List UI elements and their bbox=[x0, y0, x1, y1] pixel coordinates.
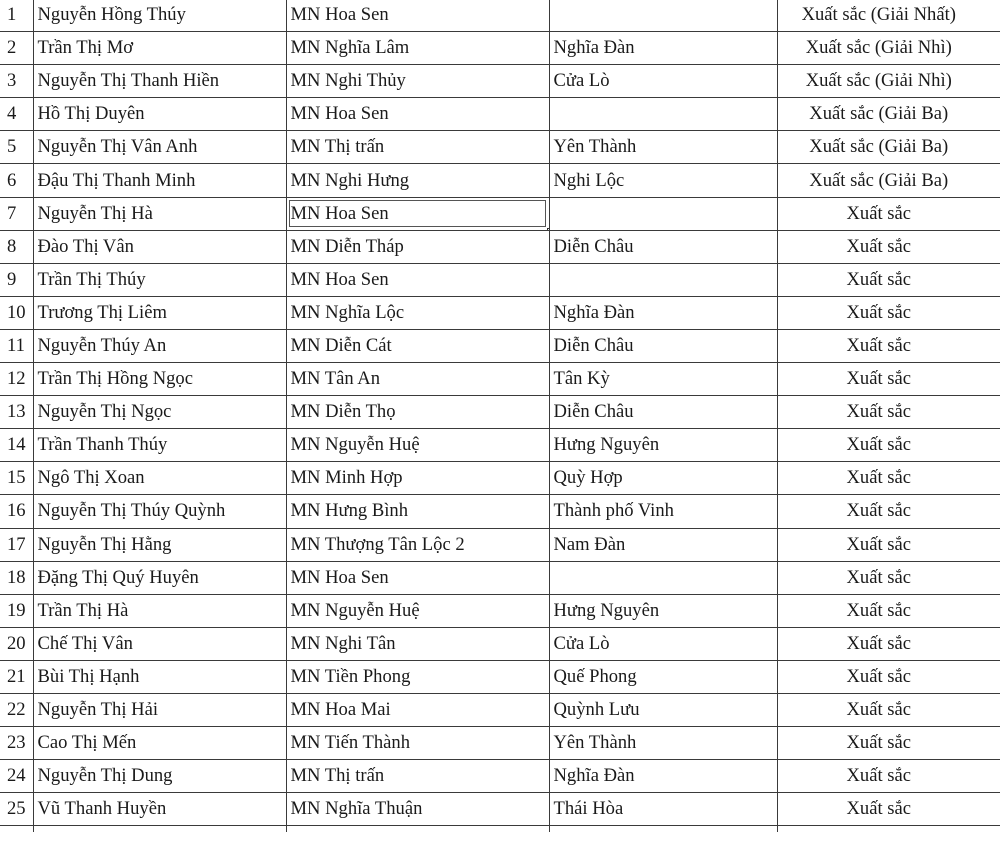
table-row-partial bbox=[0, 826, 1000, 833]
empty-cell bbox=[549, 826, 777, 833]
full-name-cell[interactable]: Nguyễn Thị Hằng bbox=[33, 528, 286, 561]
ranking-cell[interactable]: Xuất sắc bbox=[777, 660, 1000, 693]
school-cell[interactable]: MN Thượng Tân Lộc 2 bbox=[286, 528, 549, 561]
full-name-cell[interactable]: Nguyễn Thúy An bbox=[33, 329, 286, 362]
ranking-cell[interactable]: Xuất sắc bbox=[777, 693, 1000, 726]
school-cell[interactable]: MN Thị trấn bbox=[286, 760, 549, 793]
empty-cell bbox=[33, 826, 286, 833]
row-number[interactable]: 10 bbox=[0, 296, 33, 329]
table-row bbox=[0, 528, 1000, 561]
table-row bbox=[0, 363, 1000, 396]
full-name-cell[interactable]: Trần Thị Hồng Ngọc bbox=[33, 363, 286, 396]
row-number[interactable]: 21 bbox=[0, 660, 33, 693]
school-cell[interactable]: MN Diễn Thọ bbox=[286, 396, 549, 429]
district-cell[interactable]: Nam Đàn bbox=[549, 528, 777, 561]
table-row bbox=[0, 429, 1000, 462]
table-row bbox=[0, 0, 1000, 32]
table-row bbox=[0, 32, 1000, 65]
table-row bbox=[0, 98, 1000, 131]
school-cell[interactable]: MN Thị trấn bbox=[286, 131, 549, 164]
school-cell[interactable]: MN Tiến Thành bbox=[286, 727, 549, 760]
table-row bbox=[0, 693, 1000, 726]
full-name-cell[interactable]: Nguyễn Hồng Thúy bbox=[33, 0, 286, 32]
district-cell[interactable] bbox=[549, 0, 777, 32]
school-cell[interactable]: MN Nghi Tân bbox=[286, 627, 549, 660]
row-number[interactable]: 12 bbox=[0, 363, 33, 396]
ranking-cell[interactable]: Xuất sắc bbox=[777, 396, 1000, 429]
school-cell[interactable]: MN Nghi Hưng bbox=[286, 164, 549, 197]
full-name-cell[interactable]: Đặng Thị Quý Huyên bbox=[33, 561, 286, 594]
empty-cell bbox=[0, 826, 33, 833]
district-cell[interactable]: Cửa Lò bbox=[549, 65, 777, 98]
full-name-cell[interactable]: Ngô Thị Xoan bbox=[33, 462, 286, 495]
full-name-cell[interactable]: Nguyễn Thị Dung bbox=[33, 760, 286, 793]
row-number[interactable]: 8 bbox=[0, 230, 33, 263]
district-cell[interactable]: Hưng Nguyên bbox=[549, 594, 777, 627]
school-cell[interactable]: MN Nghĩa Lâm bbox=[286, 32, 549, 65]
table-row bbox=[0, 164, 1000, 197]
district-cell[interactable]: Cửa Lò bbox=[549, 627, 777, 660]
school-cell[interactable]: MN Nguyễn Huệ bbox=[286, 429, 549, 462]
ranking-cell[interactable]: Xuất sắc bbox=[777, 760, 1000, 793]
district-cell[interactable]: Quỳ Hợp bbox=[549, 462, 777, 495]
row-number[interactable]: 17 bbox=[0, 528, 33, 561]
row-number[interactable]: 15 bbox=[0, 462, 33, 495]
district-cell[interactable]: Hưng Nguyên bbox=[549, 429, 777, 462]
row-number[interactable]: 23 bbox=[0, 727, 33, 760]
ranking-cell[interactable]: Xuất sắc (Giải Nhất) bbox=[777, 0, 1000, 32]
ranking-cell[interactable]: Xuất sắc bbox=[777, 296, 1000, 329]
row-number[interactable]: 4 bbox=[0, 98, 33, 131]
school-cell[interactable]: MN Hoa Sen bbox=[286, 0, 549, 32]
table-row bbox=[0, 561, 1000, 594]
row-number[interactable]: 16 bbox=[0, 495, 33, 528]
ranking-cell[interactable]: Xuất sắc (Giải Ba) bbox=[777, 131, 1000, 164]
row-number[interactable]: 24 bbox=[0, 760, 33, 793]
row-number[interactable]: 2 bbox=[0, 32, 33, 65]
ranking-cell[interactable]: Xuất sắc bbox=[777, 462, 1000, 495]
full-name-cell[interactable]: Nguyễn Thị Thanh Hiền bbox=[33, 65, 286, 98]
ranking-cell[interactable]: Xuất sắc bbox=[777, 727, 1000, 760]
table-row bbox=[0, 660, 1000, 693]
full-name-cell[interactable]: Vũ Thanh Huyền bbox=[33, 793, 286, 826]
ranking-cell[interactable]: Xuất sắc (Giải Nhì) bbox=[777, 65, 1000, 98]
ranking-cell[interactable]: Xuất sắc bbox=[777, 561, 1000, 594]
full-name-cell[interactable]: Trương Thị Liêm bbox=[33, 296, 286, 329]
ranking-cell[interactable]: Xuất sắc (Giải Ba) bbox=[777, 98, 1000, 131]
full-name-cell[interactable]: Hồ Thị Duyên bbox=[33, 98, 286, 131]
district-cell[interactable]: Thái Hòa bbox=[549, 793, 777, 826]
table-row bbox=[0, 495, 1000, 528]
row-number[interactable]: 1 bbox=[0, 0, 33, 32]
school-cell[interactable]: MN Hoa Sen bbox=[286, 263, 549, 296]
full-name-cell[interactable]: Nguyễn Thị Vân Anh bbox=[33, 131, 286, 164]
school-cell[interactable]: MN Hoa Sen bbox=[286, 98, 549, 131]
full-name-cell[interactable]: Trần Thị Hà bbox=[33, 594, 286, 627]
school-cell[interactable]: MN Hoa Mai bbox=[286, 693, 549, 726]
ranking-cell[interactable]: Xuất sắc bbox=[777, 197, 1000, 230]
school-cell-selected[interactable]: MN Hoa Sen bbox=[286, 197, 549, 230]
row-number[interactable]: 5 bbox=[0, 131, 33, 164]
ranking-cell[interactable]: Xuất sắc bbox=[777, 594, 1000, 627]
row-number[interactable]: 25 bbox=[0, 793, 33, 826]
district-cell[interactable]: Nghi Lộc bbox=[549, 164, 777, 197]
district-cell[interactable]: Yên Thành bbox=[549, 727, 777, 760]
full-name-cell[interactable]: Cao Thị Mến bbox=[33, 727, 286, 760]
row-number[interactable]: 13 bbox=[0, 396, 33, 429]
table-row bbox=[0, 131, 1000, 164]
full-name-cell[interactable]: Nguyễn Thị Hà bbox=[33, 197, 286, 230]
empty-cell bbox=[286, 826, 549, 833]
district-cell[interactable] bbox=[549, 263, 777, 296]
table-row bbox=[0, 65, 1000, 98]
ranking-cell[interactable]: Xuất sắc bbox=[777, 627, 1000, 660]
school-cell[interactable]: MN Minh Hợp bbox=[286, 462, 549, 495]
full-name-cell[interactable]: Bùi Thị Hạnh bbox=[33, 660, 286, 693]
district-cell[interactable]: Diễn Châu bbox=[549, 230, 777, 263]
district-cell[interactable] bbox=[549, 561, 777, 594]
table-row bbox=[0, 727, 1000, 760]
district-cell[interactable] bbox=[549, 197, 777, 230]
table-row bbox=[0, 793, 1000, 826]
school-cell[interactable]: MN Nguyễn Huệ bbox=[286, 594, 549, 627]
table-row bbox=[0, 197, 1000, 230]
row-number[interactable]: 19 bbox=[0, 594, 33, 627]
row-number[interactable]: 22 bbox=[0, 693, 33, 726]
full-name-cell[interactable]: Trần Thanh Thúy bbox=[33, 429, 286, 462]
table-row bbox=[0, 462, 1000, 495]
ranking-cell[interactable]: Xuất sắc bbox=[777, 429, 1000, 462]
full-name-cell[interactable]: Chế Thị Vân bbox=[33, 627, 286, 660]
row-number[interactable]: 3 bbox=[0, 65, 33, 98]
district-cell[interactable]: Yên Thành bbox=[549, 131, 777, 164]
school-cell[interactable]: MN Nghĩa Lộc bbox=[286, 296, 549, 329]
school-cell[interactable]: MN Nghi Thủy bbox=[286, 65, 549, 98]
ranking-cell[interactable]: Xuất sắc bbox=[777, 230, 1000, 263]
row-number[interactable]: 9 bbox=[0, 263, 33, 296]
full-name-cell[interactable]: Nguyễn Thị Thúy Quỳnh bbox=[33, 495, 286, 528]
full-name-cell[interactable]: Nguyễn Thị Ngọc bbox=[33, 396, 286, 429]
row-number[interactable]: 18 bbox=[0, 561, 33, 594]
ranking-cell[interactable]: Xuất sắc (Giải Ba) bbox=[777, 164, 1000, 197]
row-number[interactable]: 11 bbox=[0, 329, 33, 362]
school-cell[interactable]: MN Nghĩa Thuận bbox=[286, 793, 549, 826]
district-cell[interactable]: Nghĩa Đàn bbox=[549, 760, 777, 793]
school-cell[interactable]: MN Tân An bbox=[286, 363, 549, 396]
district-cell[interactable]: Nghĩa Đàn bbox=[549, 32, 777, 65]
table-row bbox=[0, 296, 1000, 329]
district-cell[interactable]: Diễn Châu bbox=[549, 396, 777, 429]
district-cell[interactable] bbox=[549, 98, 777, 131]
table-row bbox=[0, 760, 1000, 793]
district-cell[interactable]: Diễn Châu bbox=[549, 329, 777, 362]
district-cell[interactable]: Quỳnh Lưu bbox=[549, 693, 777, 726]
full-name-cell[interactable]: Trần Thị Mơ bbox=[33, 32, 286, 65]
table-row bbox=[0, 627, 1000, 660]
ranking-cell[interactable]: Xuất sắc bbox=[777, 263, 1000, 296]
school-cell[interactable]: MN Hoa Sen bbox=[286, 561, 549, 594]
school-cell[interactable]: MN Diễn Cát bbox=[286, 329, 549, 362]
full-name-cell[interactable]: Đào Thị Vân bbox=[33, 230, 286, 263]
ranking-cell[interactable]: Xuất sắc (Giải Nhì) bbox=[777, 32, 1000, 65]
ranking-cell[interactable]: Xuất sắc bbox=[777, 363, 1000, 396]
district-cell[interactable]: Tân Kỳ bbox=[549, 363, 777, 396]
school-cell[interactable]: MN Tiền Phong bbox=[286, 660, 549, 693]
full-name-cell[interactable]: Nguyễn Thị Hải bbox=[33, 693, 286, 726]
row-number[interactable]: 14 bbox=[0, 429, 33, 462]
ranking-cell[interactable]: Xuất sắc bbox=[777, 793, 1000, 826]
row-number[interactable]: 6 bbox=[0, 164, 33, 197]
district-cell[interactable]: Quế Phong bbox=[549, 660, 777, 693]
table-row bbox=[0, 396, 1000, 429]
table-row bbox=[0, 594, 1000, 627]
table-row bbox=[0, 329, 1000, 362]
district-cell[interactable]: Nghĩa Đàn bbox=[549, 296, 777, 329]
row-number[interactable]: 20 bbox=[0, 627, 33, 660]
full-name-cell[interactable]: Trần Thị Thúy bbox=[33, 263, 286, 296]
district-cell[interactable]: Thành phố Vinh bbox=[549, 495, 777, 528]
row-number[interactable]: 7 bbox=[0, 197, 33, 230]
ranking-cell[interactable]: Xuất sắc bbox=[777, 528, 1000, 561]
empty-cell bbox=[777, 826, 1000, 833]
table-row bbox=[0, 263, 1000, 296]
ranking-cell[interactable]: Xuất sắc bbox=[777, 495, 1000, 528]
school-cell[interactable]: MN Hưng Bình bbox=[286, 495, 549, 528]
full-name-cell[interactable]: Đậu Thị Thanh Minh bbox=[33, 164, 286, 197]
school-cell[interactable]: MN Diễn Tháp bbox=[286, 230, 549, 263]
table-row bbox=[0, 230, 1000, 263]
ranking-cell[interactable]: Xuất sắc bbox=[777, 329, 1000, 362]
